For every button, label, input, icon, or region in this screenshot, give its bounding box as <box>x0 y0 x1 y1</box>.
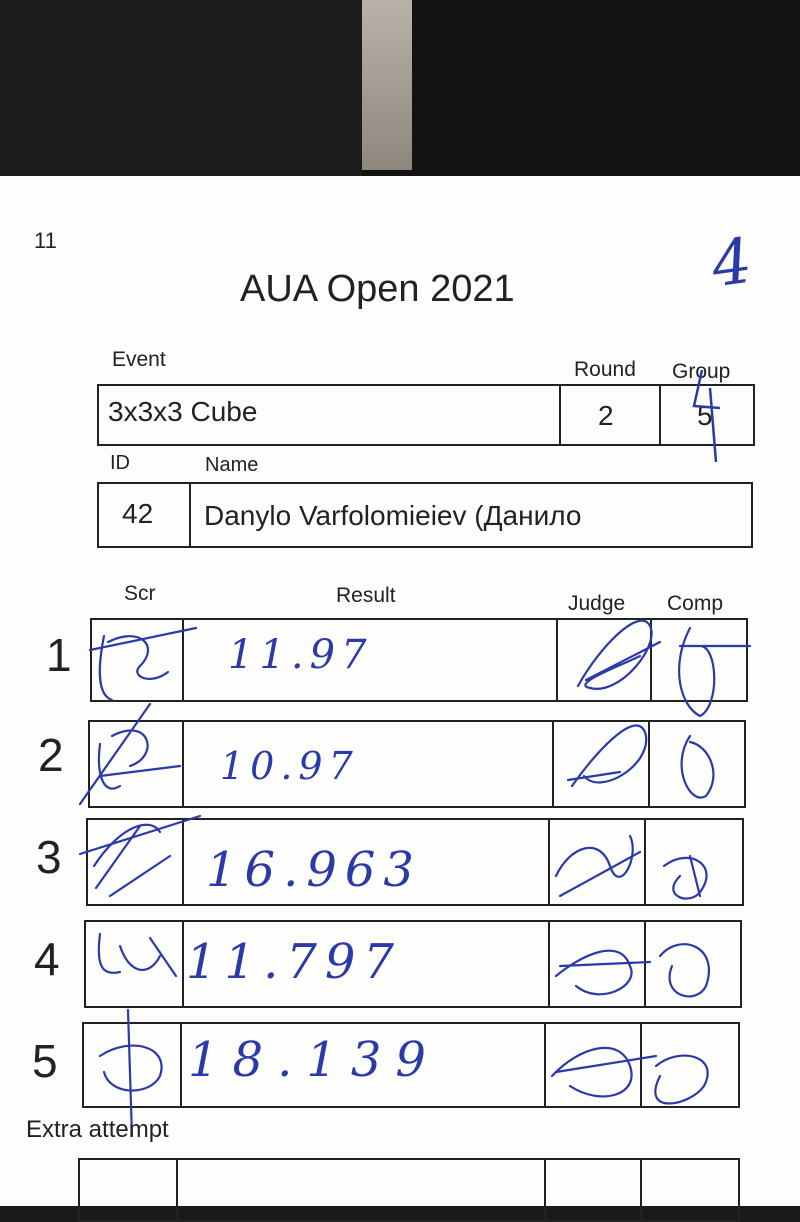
attempt-result: 16.963 <box>206 842 422 898</box>
round-value: 2 <box>598 400 614 431</box>
scanner-shadow <box>0 0 362 180</box>
attempt-number: 5 <box>32 1035 58 1087</box>
id-value: 42 <box>122 498 154 529</box>
extra-attempt-row <box>78 1158 740 1222</box>
scorecard-number: 11 <box>34 228 57 253</box>
attempt-result: 11.797 <box>186 934 402 990</box>
attempt-number: 3 <box>36 831 62 883</box>
attempt-result: 10.97 <box>220 744 359 788</box>
attempt-number: 1 <box>46 629 72 681</box>
group-value: 5 <box>697 400 713 431</box>
result-header: Result <box>336 584 396 607</box>
attempt-result: 11.97 <box>228 632 373 678</box>
attempt-number: 4 <box>34 933 60 985</box>
comp-header: Comp <box>667 592 724 615</box>
extra-attempt-label: Extra attempt <box>26 1116 169 1143</box>
scorecard-sheet <box>0 176 800 1206</box>
attempt-number: 2 <box>38 729 64 781</box>
name-label: Name <box>205 454 259 476</box>
competition-title: AUA Open 2021 <box>240 268 515 310</box>
competitor-name: Danylo Varfolomieiev (Данило <box>204 500 582 531</box>
corner-handwritten-mark: 4 <box>707 223 757 302</box>
event-value: 3x3x3 Cube <box>108 396 258 427</box>
scanner-strip <box>362 0 412 170</box>
handwritten-signatures <box>0 176 800 1206</box>
scanner-background <box>0 0 800 180</box>
event-label: Event <box>112 348 166 371</box>
group-label: Group <box>672 360 731 383</box>
judge-header: Judge <box>568 592 626 615</box>
attempt-result: 18.139 <box>188 1032 440 1088</box>
scr-header: Scr <box>124 582 156 605</box>
id-label: ID <box>110 452 130 474</box>
round-label: Round <box>574 358 636 381</box>
